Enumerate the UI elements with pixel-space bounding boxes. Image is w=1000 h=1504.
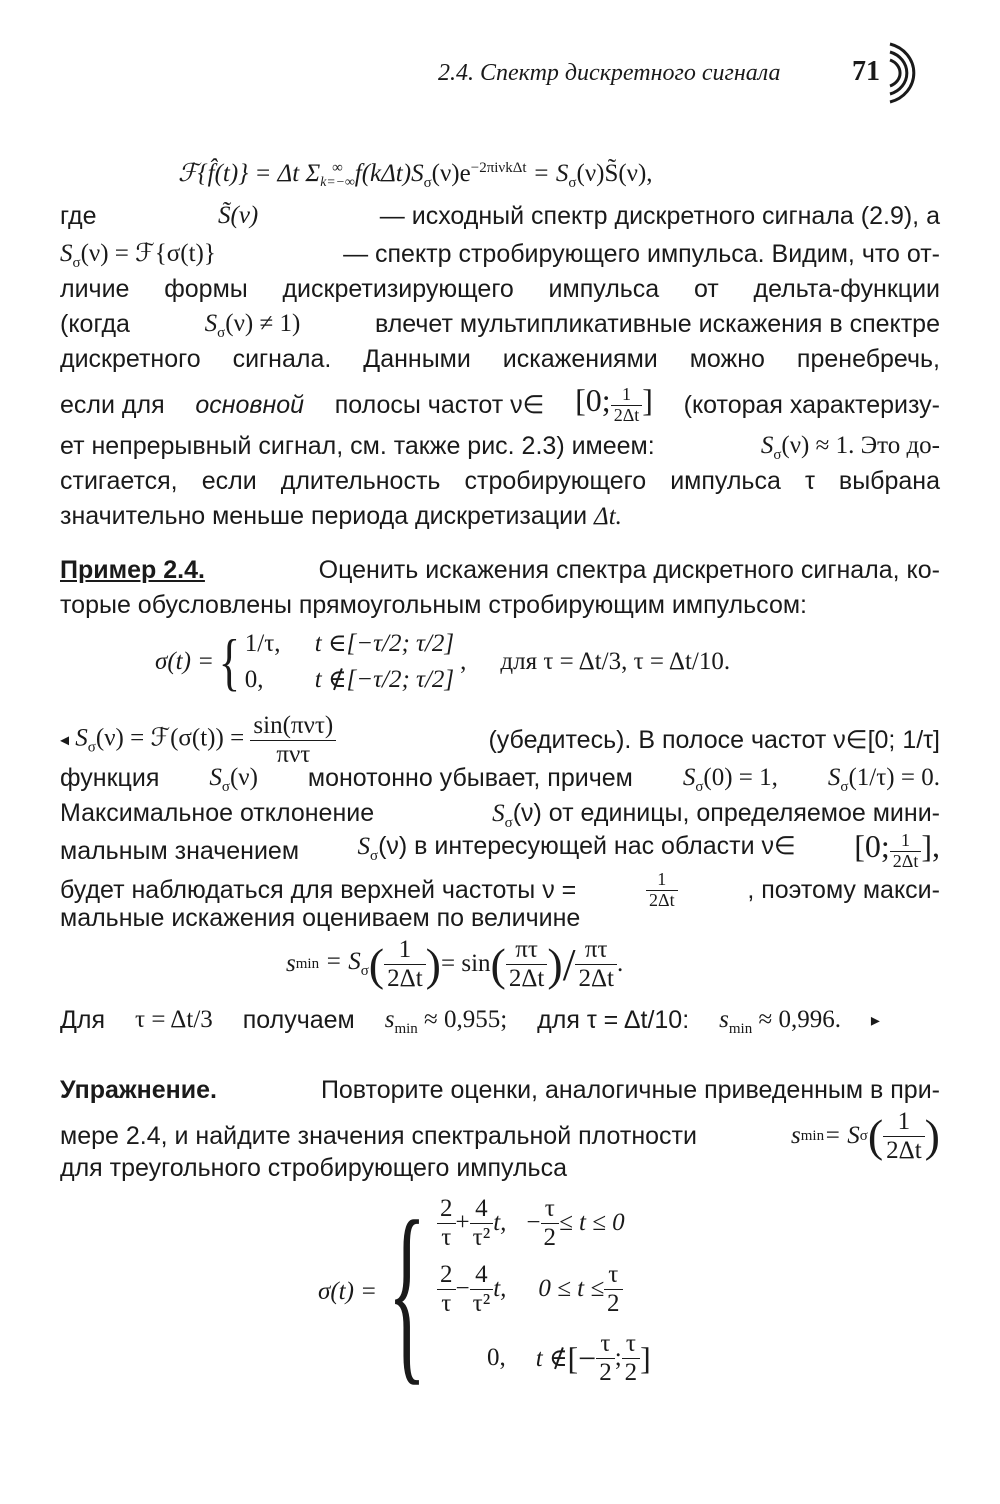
exercise-label: Упражнение. xyxy=(60,1076,217,1104)
text-line: Максимальное отклонение $S_\sigma(\nu)$ от единицы, определяемое мини- xyxy=(60,799,940,831)
text-line: Для τ = Δt/3 получаем $s_{min} \approx 0,955$; для τ = Δt/10: $s_{min} \approx 0,996$. ▸ xyxy=(60,1004,880,1045)
text-line: ет непрерывный сигнал, см. также рис. 2.3) имеем: $S_\sigma(\nu) \approx 1$. Это до- xyxy=(60,432,940,463)
text-line: где S̃(ν) — исходный спектр дискретного сигнала (2.9), а xyxy=(60,202,940,230)
formula-smin: s min = $S_\sigma$ ( $\frac{1}{2\Delta t}$ ) = sin ( $\frac{\pi\tau}{2\Delta t}$ ) / $\frac{\pi\tau}{2\Delta t}$ . xyxy=(286,936,624,992)
page-number: 71 xyxy=(852,56,880,87)
example-label: Пример 2.4. xyxy=(60,556,205,584)
formula-rect-pulse: σ(t) = { 1/τ, t ∈[−τ/2; τ/2] 0, t ∉[−τ/2; τ/2] , для τ = Δt/3, τ = Δt/10. xyxy=(155,626,731,697)
text-line: мальные искажения оцениваем по величине xyxy=(60,904,581,932)
text-line: функция $S_\sigma(\nu)$ монотонно убывает, причем $S_\sigma(0) = 1$, $S_\sigma(1/\tau) = 0$. xyxy=(60,764,940,795)
text-line: $S_\sigma(\nu)$ = ℱ{σ(t)} — спектр стробирующего импульса. Видим, что от- xyxy=(60,240,940,271)
text-line: значительно меньше периода дискретизации Δt. xyxy=(60,502,622,530)
text-line: если для основной полосы частот ν∈ [0; $\frac{1}{2\Delta t}$ ] (которая характеризу- xyxy=(60,382,940,425)
text-line: ◂ $S_\sigma(\nu)$ = ℱ(σ(t)) = $\frac{\text{sin(πντ)}}{\text{πντ}}$ (убедитесь). В полосе частот ν∈[0; 1/τ] xyxy=(60,712,940,768)
formula-triangular-pulse: σ(t) = { $\frac{2}{\tau}$ + $\frac{4}{\text{τ²}}$ t, − $\frac{\tau}{2}$ ≤ t ≤ 0 $\frac{2}{\tau}$ − $\frac{4}{\text{τ²}}$ t, 0 ≤ t ≤ $\frac{\tau}{2}$ 0, t ∉ [− $\frac{\tau}{2}$ ; $\frac{\tau}{2}$ ] xyxy=(318,1181,651,1402)
page-corner-arcs-icon xyxy=(880,38,930,108)
text-line: будет наблюдаться для верхней частоты ν = $\frac{1}{2\Delta t}$ , поэтому макси- xyxy=(60,869,940,910)
text-line: мере 2.4, и найдите значения спектральной плотности s min = S σ ( $\frac{1}{2\Delta t}$ ) xyxy=(60,1108,940,1164)
running-header: 2.4. Спектр дискретного сигнала xyxy=(438,60,781,86)
text-line: (когда $S_\sigma(\nu) \ne 1$) влечет мультипликативные искажения в спектре xyxy=(60,310,940,341)
text-line: личие формы дискретизирующего импульса от дельта-функции xyxy=(60,275,940,303)
solution-start-marker: ◂ xyxy=(60,729,70,750)
formula-fourier-sampled: ℱ{f̂(t)} = Δt Σ ∞ k=−∞ $f(k\Delta t)S_\sigma(\nu)e^{-2\pi i\nu k\Delta t}$ = $S_\sigma(\nu)S̃(\nu)$, xyxy=(178,160,653,191)
text-line: дискретного сигнала. Данными искажениями можно пренебречь, xyxy=(60,345,940,373)
text-line: стигается, если длительность стробирующего импульса τ выбрана xyxy=(60,467,940,495)
text-line: Пример 2.4. Оценить искажения спектра дискретного сигнала, ко- xyxy=(60,556,940,584)
text-line: мальным значением $S_\sigma(\nu)$ в интересующей нас области ν∈ [0; $\frac{1}{2\Delta t}$ ], xyxy=(60,828,940,871)
text-line: Упражнение. Повторите оценки, аналогичные приведенным в при- xyxy=(60,1076,940,1104)
text-line: торые обусловлены прямоугольным стробирующим импульсом: xyxy=(60,591,807,619)
solution-end-marker: ▸ xyxy=(870,1010,880,1030)
text-line: для треугольного стробирующего импульса xyxy=(60,1154,567,1182)
